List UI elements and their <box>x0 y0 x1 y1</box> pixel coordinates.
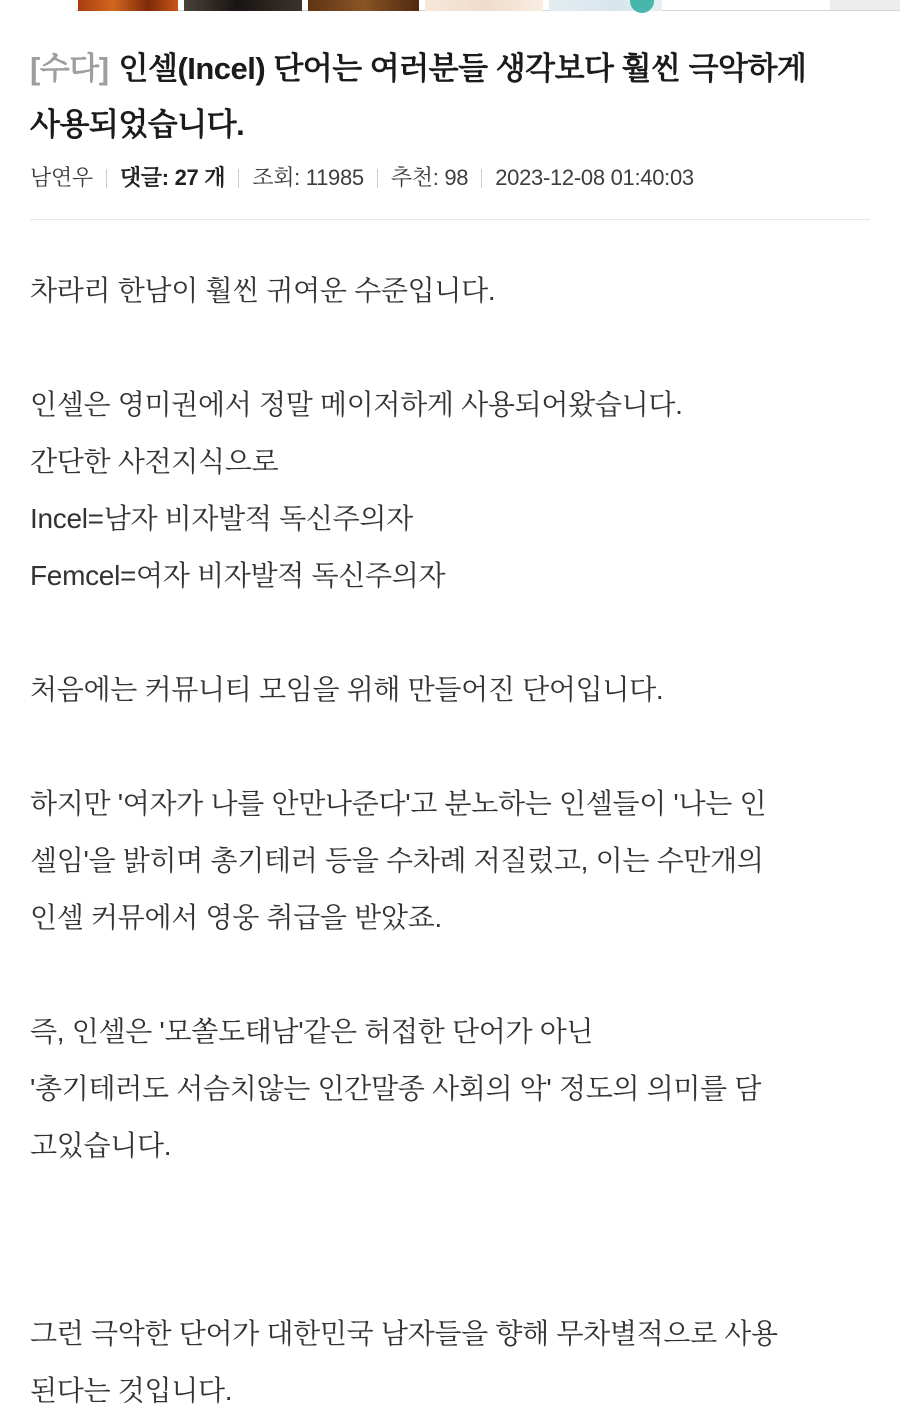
like-count: 추천: 98 <box>390 165 469 190</box>
body-line: 인셀은 영미권에서 정말 메이저하게 사용되어왔습니다. <box>30 389 683 420</box>
paragraph-5 <box>30 1003 870 1174</box>
body-line: 인셀 커뮤에서 영웅 취급을 받았죠. <box>30 902 442 933</box>
body-line: 즉, 인셀은 '모쏠도태남'같은 허접한 단어가 아닌 <box>30 1016 594 1047</box>
related-post-thumbnail-4[interactable] <box>425 0 543 11</box>
body-line: Incel=남자 비자발적 독신주의자 <box>30 503 413 534</box>
body-line: 셀임'을 밝히며 총기테러 등을 수차례 저질렀고, 이는 수만개의 <box>30 845 764 876</box>
paragraph-3 <box>30 661 870 718</box>
body-line: 간단한 사전지식으로 <box>30 446 279 477</box>
paragraph-2 <box>30 376 870 604</box>
post-title-line1 <box>30 41 870 97</box>
separator <box>377 169 378 188</box>
body-line: '총기테러도 서슴치않는 인간말종 사회의 악' 정도의 의미를 담 <box>30 1073 762 1104</box>
separator <box>238 169 239 188</box>
thumbnail-strip <box>0 0 900 11</box>
body-line: 차라리 한남이 훨씬 귀여운 수준입니다. <box>30 275 496 306</box>
body-line: 그런 극악한 단어가 대한민국 남자들을 향해 무차별적으로 사용 <box>30 1318 778 1349</box>
body-line: 고있습니다. <box>30 1130 172 1161</box>
thumbnail-strip-gray-gap <box>830 0 900 11</box>
paragraph-6 <box>30 1305 870 1419</box>
post-title-line2: 사용되었습니다. <box>30 107 245 142</box>
related-post-thumbnail-5[interactable] <box>549 0 662 11</box>
body-line: 하지만 '여자가 나를 안만나준다'고 분노하는 인셀들이 '나는 인 <box>30 788 767 819</box>
post-meta-row <box>30 163 870 193</box>
view-count: 조회: 11985 <box>252 165 364 190</box>
comment-count[interactable]: 댓글: 27 개 <box>119 165 226 190</box>
body-line: 처음에는 커뮤니티 모임을 위해 만들어진 단어입니다. <box>30 674 664 705</box>
related-post-thumbnail-3[interactable] <box>308 0 419 11</box>
separator <box>106 169 107 188</box>
post-body <box>30 262 870 1419</box>
body-line: 된다는 것입니다. <box>30 1375 233 1406</box>
post-date: 2023-12-08 01:40:03 <box>495 165 694 190</box>
teal-circle-image-detail <box>630 0 654 13</box>
header-divider <box>30 219 870 220</box>
post-category-badge: [수다] <box>30 51 109 86</box>
related-post-thumbnail-2[interactable] <box>184 0 302 11</box>
body-line: Femcel=여자 비자발적 독신주의자 <box>30 560 446 591</box>
post-title <box>30 41 870 153</box>
author-name[interactable]: 남연우 <box>30 165 93 190</box>
paragraph-1 <box>30 262 870 319</box>
paragraph-4 <box>30 775 870 946</box>
post-title-text: 인셀(Incel) 단어는 여러분들 생각보다 훨씬 극악하게 <box>118 51 807 86</box>
separator <box>481 169 482 188</box>
related-post-thumbnail-1[interactable] <box>78 0 178 11</box>
thumbnail-row <box>78 0 662 11</box>
